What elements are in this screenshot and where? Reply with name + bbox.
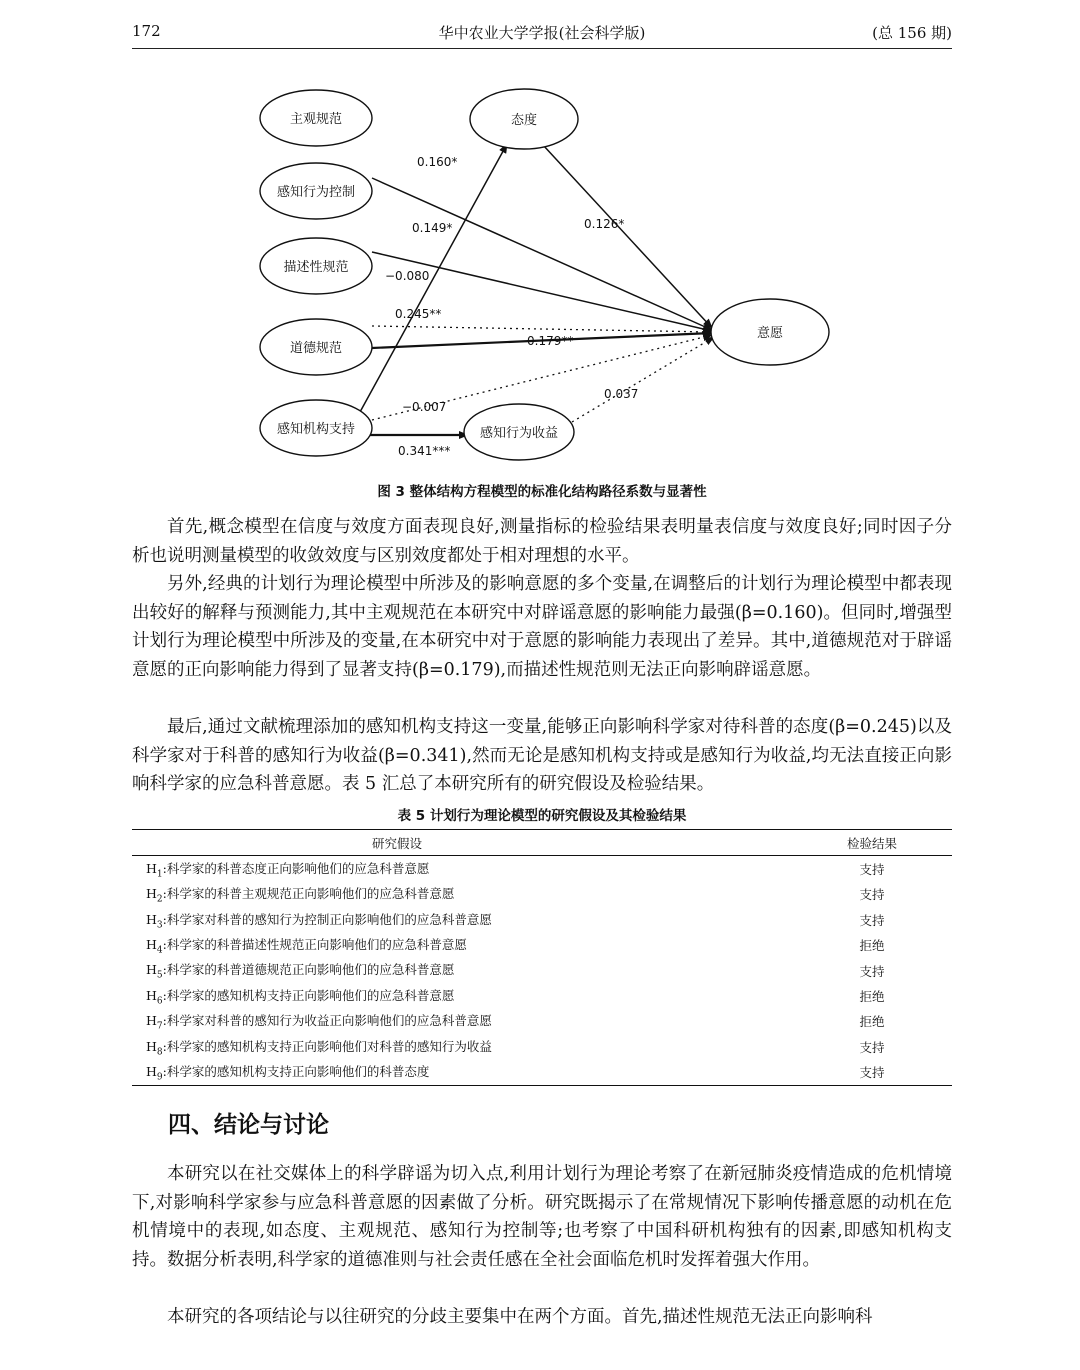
page-number: 172 [132,22,161,40]
hypothesis-number: 3 [156,920,163,931]
result-cell: 支持 [859,862,885,878]
hypothesis-text: :科学家的科普态度正向影响他们的应急科普意愿 [162,860,430,876]
result-cell: 支持 [859,1039,885,1055]
result-cell: 拒绝 [859,938,885,954]
paragraph: 本研究的各项结论与以往研究的分歧主要集中在两个方面。首先,描述性规范无法正向影响科 [167,1307,873,1327]
node-institution-support: 感知机构支持 [276,422,356,437]
hypothesis-text: :科学家对科普的感知行为控制正向影响他们的应急科普意愿 [162,911,492,927]
hypothesis-id: H [146,1013,157,1029]
node-subjective-norm: 主观规范 [289,112,343,127]
hypothesis-id: H [146,987,157,1003]
node-perceived-benefit: 感知行为收益 [479,426,559,441]
header-rule [132,48,952,49]
hypothesis-table [132,829,952,1086]
table-row [132,1034,952,1059]
coef-descriptive-intention: −0.080 [385,269,430,283]
coef-benefit-intention: 0.037 [604,387,639,401]
hypothesis-cell [132,1034,662,1059]
hypothesis-cell [132,958,662,983]
table-row [132,1009,952,1034]
issue-number: (总 156 期) [872,24,952,42]
hypothesis-cell [132,856,662,882]
node-intention: 意愿 [756,326,784,341]
table-row [132,1060,952,1086]
table-header-row [132,830,952,856]
hypothesis-number: 5 [156,970,163,981]
hypothesis-number: 1 [156,869,163,880]
coef-control-intention: 0.149* [412,221,453,235]
table-row [132,882,952,907]
hypothesis-cell [132,1060,662,1086]
hypothesis-id: H [146,860,157,876]
hypothesis-text: :科学家的科普道德规范正向影响他们的应急科普意愿 [162,962,455,978]
journal-title: 华中农业大学学报(社会科学版) [438,24,646,42]
paragraph: 最后,通过文献梳理添加的感知机构支持这一变量,能够正向影响科学家对待科普的态度(β=0.245)以及科学家对于科普的感知行为收益(β=0.341),然而无论是感知机构支持或是感知行为收益,均无法直接正向影响科学家的应急科普意愿。表 5 汇总了本研究所有的研究假设及检验结果。 [132,717,952,794]
sem-path-diagram [0,60,1080,470]
paragraph: 本研究以在社交媒体上的科学辟谣为切入点,利用计划行为理论考察了在新冠肺炎疫情造成的危机情境下,对影响科学家参与应急科普意愿的因素做了分析。研究既揭示了在常规情况下影响传播意愿的动机在危机情境中的表现,如态度、主观规范、感知行为控制等;也考察了中国科研机构独有的因素,即感知机构支持。数据分析表明,科学家的道德准则与社会责任感在全社会面临危机时发挥着强大作用。 [132,1164,952,1270]
path-benefit-intention [572,337,714,422]
paragraph: 首先,概念模型在信度与效度方面表现良好,测量指标的检验结果表明量表信度与效度良好;同时因子分析也说明测量模型的收敛效度与区别效度都处于相对理想的水平。 [132,517,952,566]
table-row [132,856,952,882]
coef-support-attitude: 0.245** [395,307,442,321]
hypothesis-cell [132,983,662,1008]
hypothesis-id: H [146,911,157,927]
header-hypothesis: 研究假设 [371,835,422,851]
node-descriptive-norm: 描述性规范 [283,260,349,275]
figure-caption: 图 3 整体结构方程模型的标准化结构路径系数与显著性 [377,484,707,500]
result-cell: 拒绝 [859,989,885,1005]
hypothesis-id: H [146,886,157,902]
hypothesis-text: :科学家对科普的感知行为收益正向影响他们的应急科普意愿 [162,1013,492,1029]
hypothesis-text: :科学家的感知机构支持正向影响他们的科普态度 [162,1063,430,1079]
result-cell: 支持 [859,887,885,903]
hypothesis-number: 2 [156,894,163,905]
result-cell: 支持 [859,963,885,979]
hypothesis-number: 9 [156,1072,163,1083]
coef-subjective-intention: 0.160* [417,155,458,169]
hypothesis-id: H [146,1063,157,1079]
table-row [132,983,952,1008]
hypothesis-text: :科学家的科普描述性规范正向影响他们的应急科普意愿 [162,937,467,952]
page-header [132,22,952,46]
coef-moral-intention: 0.179** [527,334,574,348]
node-attitude: 态度 [510,113,538,128]
hypothesis-id: H [146,937,157,952]
hypothesis-text: :科学家的感知机构支持正向影响他们的应急科普意愿 [162,987,455,1003]
path-descriptive-intention [372,326,712,332]
hypothesis-cell [132,882,662,907]
table-row [132,958,952,983]
result-cell: 拒绝 [859,1014,885,1030]
node-moral-norm: 道德规范 [289,341,343,356]
coef-attitude-intention: 0.126* [584,217,625,231]
hypothesis-id: H [146,962,157,978]
hypothesis-number: 6 [156,996,163,1007]
table-row [132,907,952,932]
coef-support-intention: −0.007 [402,400,447,414]
hypothesis-id: H [146,1038,157,1054]
hypothesis-text: :科学家的感知机构支持正向影响他们对科普的感知行为收益 [162,1038,492,1054]
hypothesis-number: 4 [156,945,163,956]
hypothesis-cell [132,907,662,932]
table-row [132,933,952,958]
path-attitude-intention [543,145,712,328]
table-caption: 表 5 计划行为理论模型的研究假设及其检验结果 [397,808,687,824]
result-cell: 支持 [859,1065,885,1081]
paragraph: 另外,经典的计划行为理论模型中所涉及的影响意愿的多个变量,在调整后的计划行为理论模型中都表现出较好的解释与预测能力,其中主观规范在本研究中对辟谣意愿的影响能力最强(β=0.160)。但同时,增强型计划行为理论模型中所涉及的变量,在本研究中对于意愿的影响能力表现出了差异。其中,道德规范对于辟谣意愿的正向影响能力得到了显著支持(β=0.179),而描述性规范则无法正向影响辟谣意愿。 [132,574,952,680]
hypothesis-number: 8 [156,1047,163,1058]
coef-support-benefit: 0.341*** [398,444,451,458]
section-title: 四、结论与讨论 [168,1112,329,1138]
hypothesis-cell [132,933,662,958]
hypothesis-number: 7 [156,1021,163,1032]
node-perceived-control: 感知行为控制 [276,185,356,200]
header-result: 检验结果 [846,835,897,851]
result-cell: 支持 [859,912,885,928]
hypothesis-cell [132,1009,662,1034]
hypothesis-text: :科学家的科普主观规范正向影响他们的应急科普意愿 [162,886,455,902]
